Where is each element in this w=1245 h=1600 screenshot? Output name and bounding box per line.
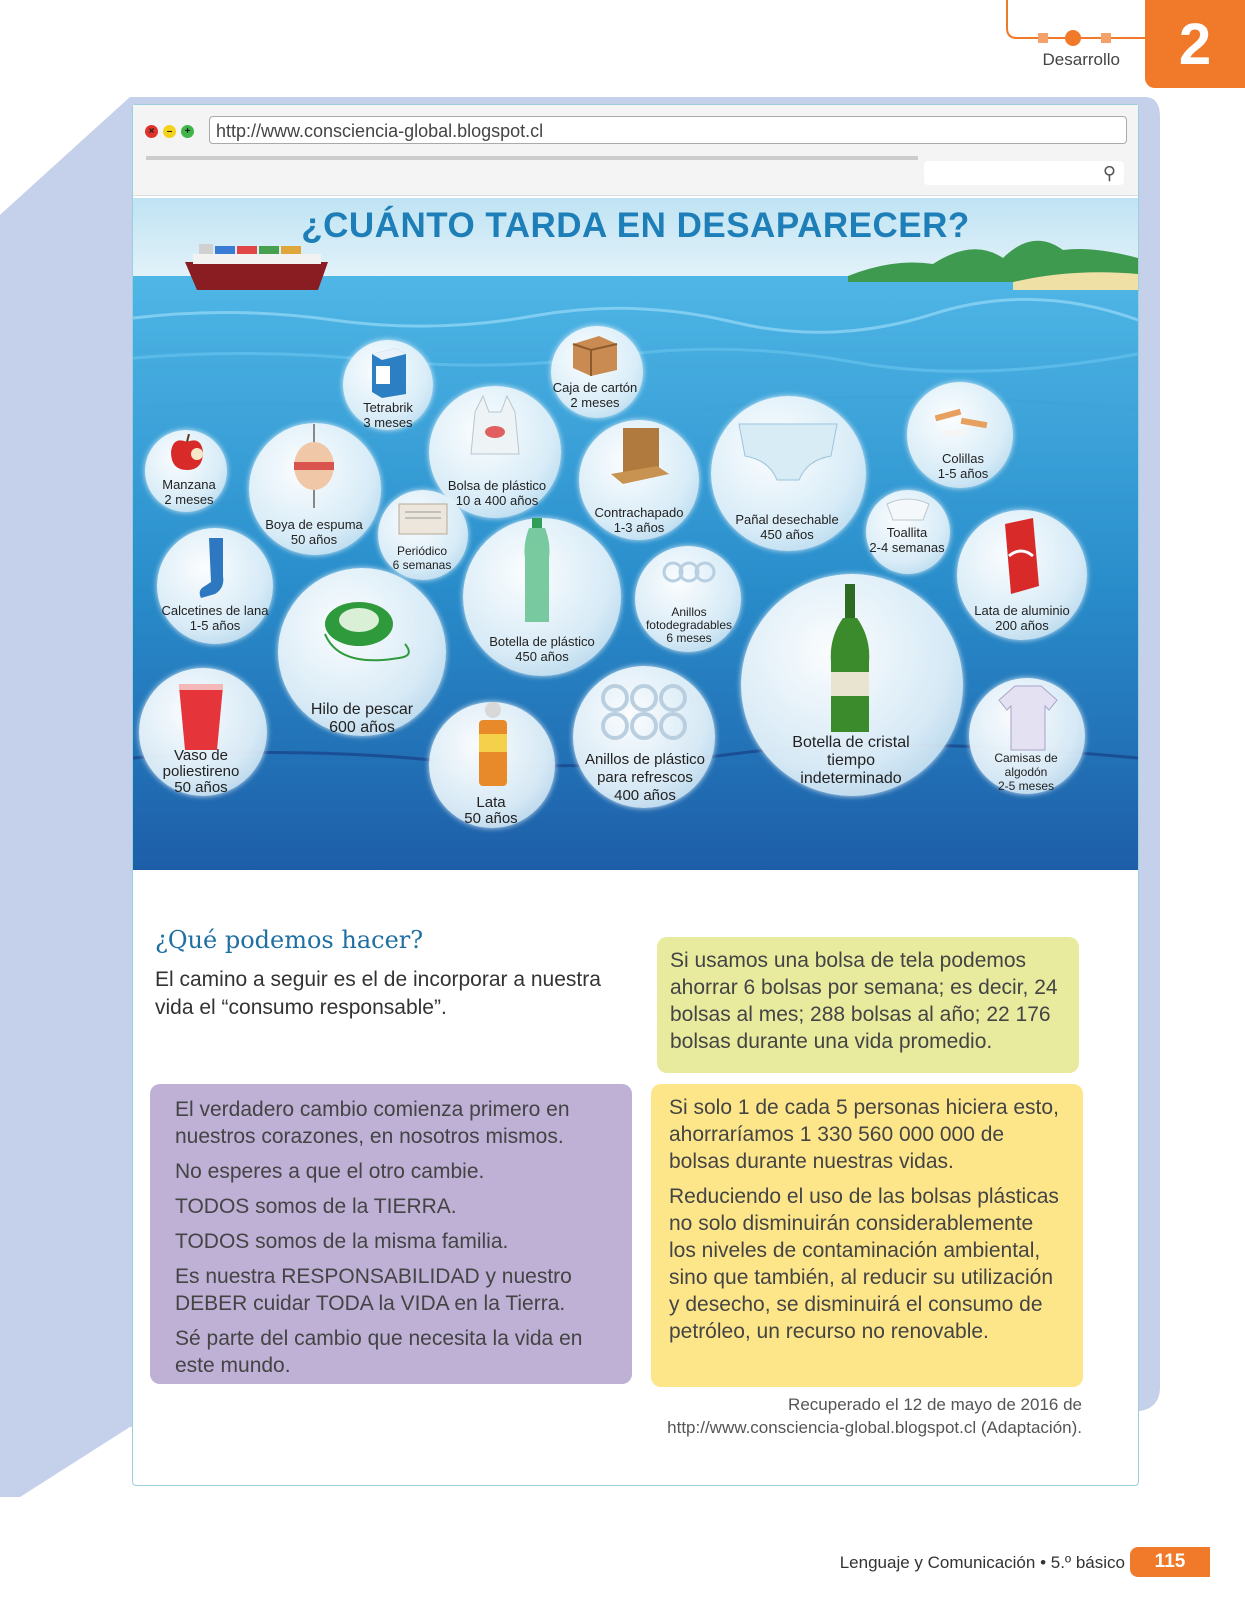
label-botella-cristal: Botella de cristal tiempo indeterminado — [792, 734, 910, 787]
label-hilo: Hilo de pescar 600 años — [310, 701, 414, 736]
search-icon[interactable]: ⚲ — [1102, 163, 1116, 183]
label-anillos-foto: Anillos fotodegradables 6 meses — [645, 605, 733, 645]
purple-line-5: Es nuestra RESPONSABILIDAD y nuestro DEBER cuidar TODA la VIDA en la Tierra. — [175, 1265, 572, 1315]
yellow-para-1: Si solo 1 de cada 5 personas hiciera esto, ahorraríamos 1 330 560 000 000 de bolsas durante nuestras vidas. — [669, 1096, 1059, 1173]
section-paragraph: El camino a seguir es el de incorporar a nuestra vida el “consumo responsable”. — [155, 968, 601, 1019]
label-tetrabrik: Tetrabrik 3 meses — [363, 400, 413, 430]
can-icon — [475, 702, 511, 788]
label-colillas: Colillas 1-5 años — [937, 451, 989, 481]
label-contrachapado: Contrachapado 1-3 años — [594, 505, 684, 535]
url-bar[interactable]: http://www.consciencia-global.blogspot.cl — [209, 116, 1127, 144]
polystyrene-cup-icon — [177, 682, 225, 752]
label-periodico: Periódico 6 semanas — [392, 544, 452, 572]
yellow-info-box — [651, 1084, 1083, 1387]
purple-line-3: TODOS somos de la TIERRA. — [175, 1195, 457, 1218]
close-window-icon[interactable]: × — [145, 125, 158, 138]
chapter-number-tab: 2 — [1145, 0, 1245, 88]
page-number: 115 — [1130, 1547, 1210, 1577]
label-toallita: Toallita 2-4 semanas — [869, 525, 945, 555]
purple-line-4: TODOS somos de la misma familia. — [175, 1230, 509, 1253]
label-lata-aluminio: Lata de aluminio 200 años — [974, 603, 1070, 633]
minimize-window-icon[interactable]: – — [163, 125, 176, 138]
foam-buoy-icon — [289, 424, 339, 508]
section-heading: ¿Qué podemos hacer? — [155, 926, 424, 954]
yellow-para-2: Reduciendo el uso de las bolsas plásticas no solo disminuirán considerablemente los niveles de contaminación ambiental, sino que también, al reducir su utilización y desecho, se disminuirá el consumo de petróleo, un recurso no renovable. — [669, 1185, 1059, 1343]
purple-reflection-box — [150, 1084, 632, 1384]
infographic-title: ¿CUÁNTO TARDA EN DESAPARECER? — [301, 206, 970, 245]
label-vaso: Vaso de poliestireno 50 años — [162, 747, 240, 796]
diaper-icon — [735, 416, 841, 482]
browser-toolbar — [133, 105, 1138, 196]
fishing-line-icon — [319, 598, 415, 674]
photodegradable-rings-icon — [661, 560, 717, 594]
source-citation — [602, 1393, 1082, 1439]
loading-progress-bar — [146, 156, 918, 160]
glass-bottle-icon — [825, 584, 875, 734]
cotton-shirt-icon — [995, 682, 1061, 752]
label-calcetines: Calcetines de lana 1-5 años — [161, 603, 269, 633]
label-anillos-plastico: Anillos de plástico para refrescos 400 años — [584, 751, 706, 804]
label-manzana: Manzana 2 meses — [162, 477, 216, 507]
label-botella-plastico: Botella de plástico 450 años — [489, 634, 595, 664]
label-bolsa: Bolsa de plástico 10 a 400 años — [447, 478, 547, 508]
decomposition-infographic — [133, 198, 1138, 870]
six-pack-rings-icon — [599, 682, 689, 742]
aluminum-can-icon — [995, 516, 1043, 596]
maximize-window-icon[interactable]: + — [181, 125, 194, 138]
source-line-2: http://www.consciencia-global.blogspot.cl (Adaptación). — [667, 1418, 1082, 1437]
search-input[interactable] — [924, 161, 1124, 185]
purple-line-2: No esperes a que el otro cambie. — [175, 1160, 485, 1183]
section-label: Desarrollo — [1042, 50, 1120, 69]
label-camisas: Camisas de algodón 2-5 meses — [994, 751, 1058, 793]
footer-subject: Lenguaje y Comunicación • 5.º básico — [839, 1553, 1125, 1572]
label-panal: Pañal desechable 450 años — [735, 512, 839, 542]
header-connector-line — [1005, 0, 1155, 50]
source-line-1: Recuperado el 12 de mayo de 2016 de — [788, 1395, 1082, 1414]
purple-line-1: El verdadero cambio comienza primero en nuestros corazones, en nosotros mismos. — [175, 1098, 570, 1148]
purple-line-6: Sé parte del cambio que necesita la vida en este mundo. — [175, 1327, 583, 1377]
green-info-box — [657, 937, 1079, 1073]
plywood-icon — [609, 426, 671, 486]
cardboard-box-icon — [569, 332, 621, 376]
label-lata: Lata 50 años — [464, 794, 518, 827]
apple-icon — [167, 434, 207, 474]
green-box-text: Si usamos una bolsa de tela podemos ahorrar 6 bolsas por semana; es decir, 24 bolsas al mes; 288 bolsas al año; 22 176 bolsas durante una vida promedio. — [670, 949, 1058, 1053]
wet-wipe-icon — [883, 494, 933, 524]
label-caja-carton: Caja de cartón 2 meses — [552, 380, 638, 410]
cigarette-butts-icon — [931, 406, 993, 440]
tetrabrik-icon — [366, 344, 410, 398]
label-boya: Boya de espuma 50 años — [265, 517, 363, 547]
